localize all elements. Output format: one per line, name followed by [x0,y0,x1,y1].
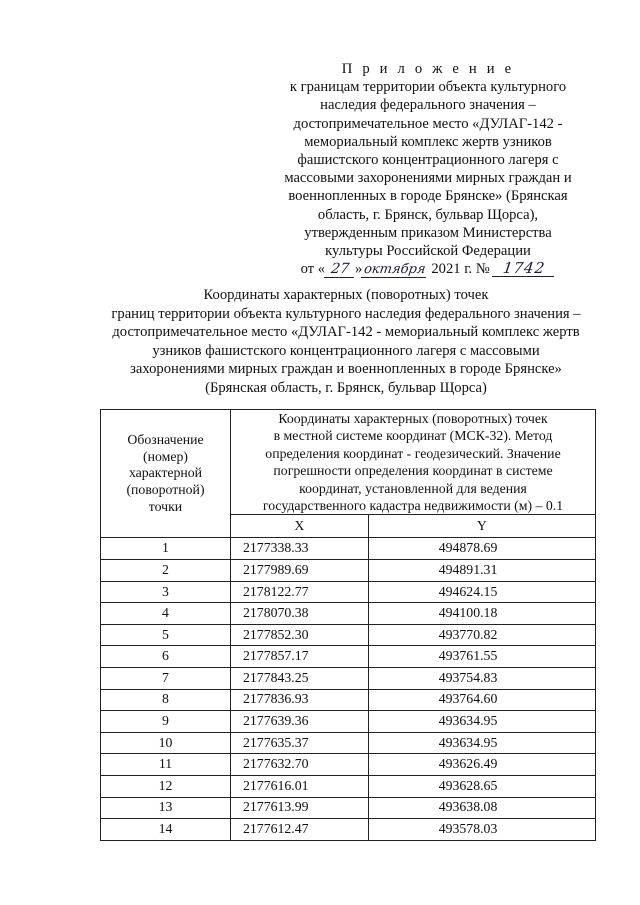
coordinates-header-line: погрешности определения координат в системе [273,463,553,479]
x-coordinate: 2177612.47 [231,819,369,841]
point-number: 6 [101,646,231,668]
y-coordinate: 493578.03 [368,819,595,841]
y-coordinate: 493770.82 [368,624,595,646]
x-coordinate: 2177857.17 [231,646,369,668]
point-number: 11 [101,754,231,776]
date-year: 2021 г. № [431,261,490,278]
designation-header-line: характерной [128,465,203,481]
coordinates-header-line: государственного кадастра недвижимости (м) – 0.1 [262,498,564,514]
point-number: 7 [101,668,231,690]
table-row [101,754,596,776]
y-coordinate: 493638.08 [368,797,595,819]
y-coordinate: 493626.49 [368,754,595,776]
y-coordinate: 494100.18 [368,603,595,625]
appendix-line: достопримечательное место «ДУЛАГ-142 - [293,115,563,132]
point-number: 13 [101,797,231,819]
title-line: границ территории объекта культурного наследия федерального значения – [111,305,581,322]
appendix-line: массовыми захоронениями мирных граждан и [284,170,572,187]
designation-header-line: точки [148,498,183,514]
title-line: узников фашистского концентрационного лагеря с массовыми [152,342,540,359]
x-coordinate: 2177635.37 [231,732,369,754]
appendix-heading: П р и л о ж е н и е [341,61,515,77]
handwritten-day: 27 [324,262,356,278]
designation-header-line: (номер) [143,448,188,464]
point-number: 8 [101,689,231,711]
y-column-header: Y [368,515,595,538]
point-number: 10 [101,732,231,754]
appendix-line: культуры Российской Федерации [325,243,531,260]
point-number: 14 [101,819,231,841]
appendix-line: к границам территории объекта культурного [289,79,567,96]
point-number: 5 [101,624,231,646]
table-row [101,732,596,754]
y-coordinate: 493764.60 [368,689,595,711]
x-coordinate: 2177989.69 [231,560,369,582]
table-row [101,624,596,646]
table-row [101,668,596,690]
appendix-line: область, г. Брянск, бульвар Щорса), [317,206,539,223]
point-number: 1 [101,538,231,560]
x-coordinate: 2177616.01 [231,775,369,797]
x-coordinate: 2177836.93 [231,689,369,711]
table-row [101,646,596,668]
table-row [101,603,596,625]
y-coordinate: 494891.31 [368,560,595,582]
x-coordinate: 2177613.99 [231,797,369,819]
point-number: 9 [101,711,231,733]
y-coordinate: 494624.15 [368,581,595,603]
y-coordinate: 493634.95 [368,711,595,733]
table-row [101,689,596,711]
point-number: 4 [101,603,231,625]
appendix-line: утвержденным приказом Министерства [304,224,552,241]
x-coordinate: 2177843.25 [231,668,369,690]
date-separator: » [355,261,363,278]
date-prefix: от « [300,261,326,278]
y-coordinate: 494878.69 [368,538,595,560]
appendix-line: мемориальный комплекс жертв узников [304,133,552,150]
appendix-line: наследия федерального значения – [320,97,536,114]
coordinates-header-line: в местной системе координат (МСК-32). Метод [273,428,553,444]
x-coordinate: 2177632.70 [231,754,369,776]
y-coordinate: 493761.55 [368,646,595,668]
designation-header-line: Обозначение [127,431,204,447]
coordinates-header-line: определения координат - геодезический. Значение [265,445,561,461]
designation-header-line: (поворотной) [126,482,205,498]
x-coordinate: 2177639.36 [231,711,369,733]
appendix-line: фашистского концентрационного лагеря с [297,152,559,169]
table-row [101,711,596,733]
appendix-block [268,60,588,278]
order-dateline [268,260,588,278]
coordinates-header-line: координат, установленной для ведения [299,480,527,496]
y-coordinate: 493628.65 [368,775,595,797]
x-column-header: X [231,515,369,538]
title-line: (Брянская область, г. Брянск, бульвар Щорса) [205,379,487,396]
designation-header [101,410,231,538]
handwritten-order-number: 1742 [492,261,556,277]
title-line: Координаты характерных (поворотных) точек [203,287,489,303]
handwritten-month: октября [361,262,429,278]
coordinates-table [100,409,596,841]
table-row [101,538,596,560]
table-row [101,797,596,819]
table-row [101,581,596,603]
point-number: 2 [101,560,231,582]
x-coordinate: 2177852.30 [231,624,369,646]
x-coordinate: 2178070.38 [231,603,369,625]
table-row [101,560,596,582]
point-number: 12 [101,775,231,797]
coordinates-header [231,410,596,515]
x-coordinate: 2177338.33 [231,538,369,560]
y-coordinate: 493634.95 [368,732,595,754]
x-coordinate: 2178122.77 [231,581,369,603]
document-title [96,286,596,398]
y-coordinate: 493754.83 [368,668,595,690]
point-number: 3 [101,581,231,603]
table-row [101,819,596,841]
title-line: достопримечательное место «ДУЛАГ-142 - мемориальный комплекс жертв [112,324,580,341]
coordinates-header-line: Координаты характерных (поворотных) точек [278,411,548,426]
appendix-line: военнопленных в городе Брянске» (Брянская [288,188,568,205]
title-line: захоронениями мирных граждан и военнопленных в городе Брянске» [130,361,562,378]
table-row [101,775,596,797]
